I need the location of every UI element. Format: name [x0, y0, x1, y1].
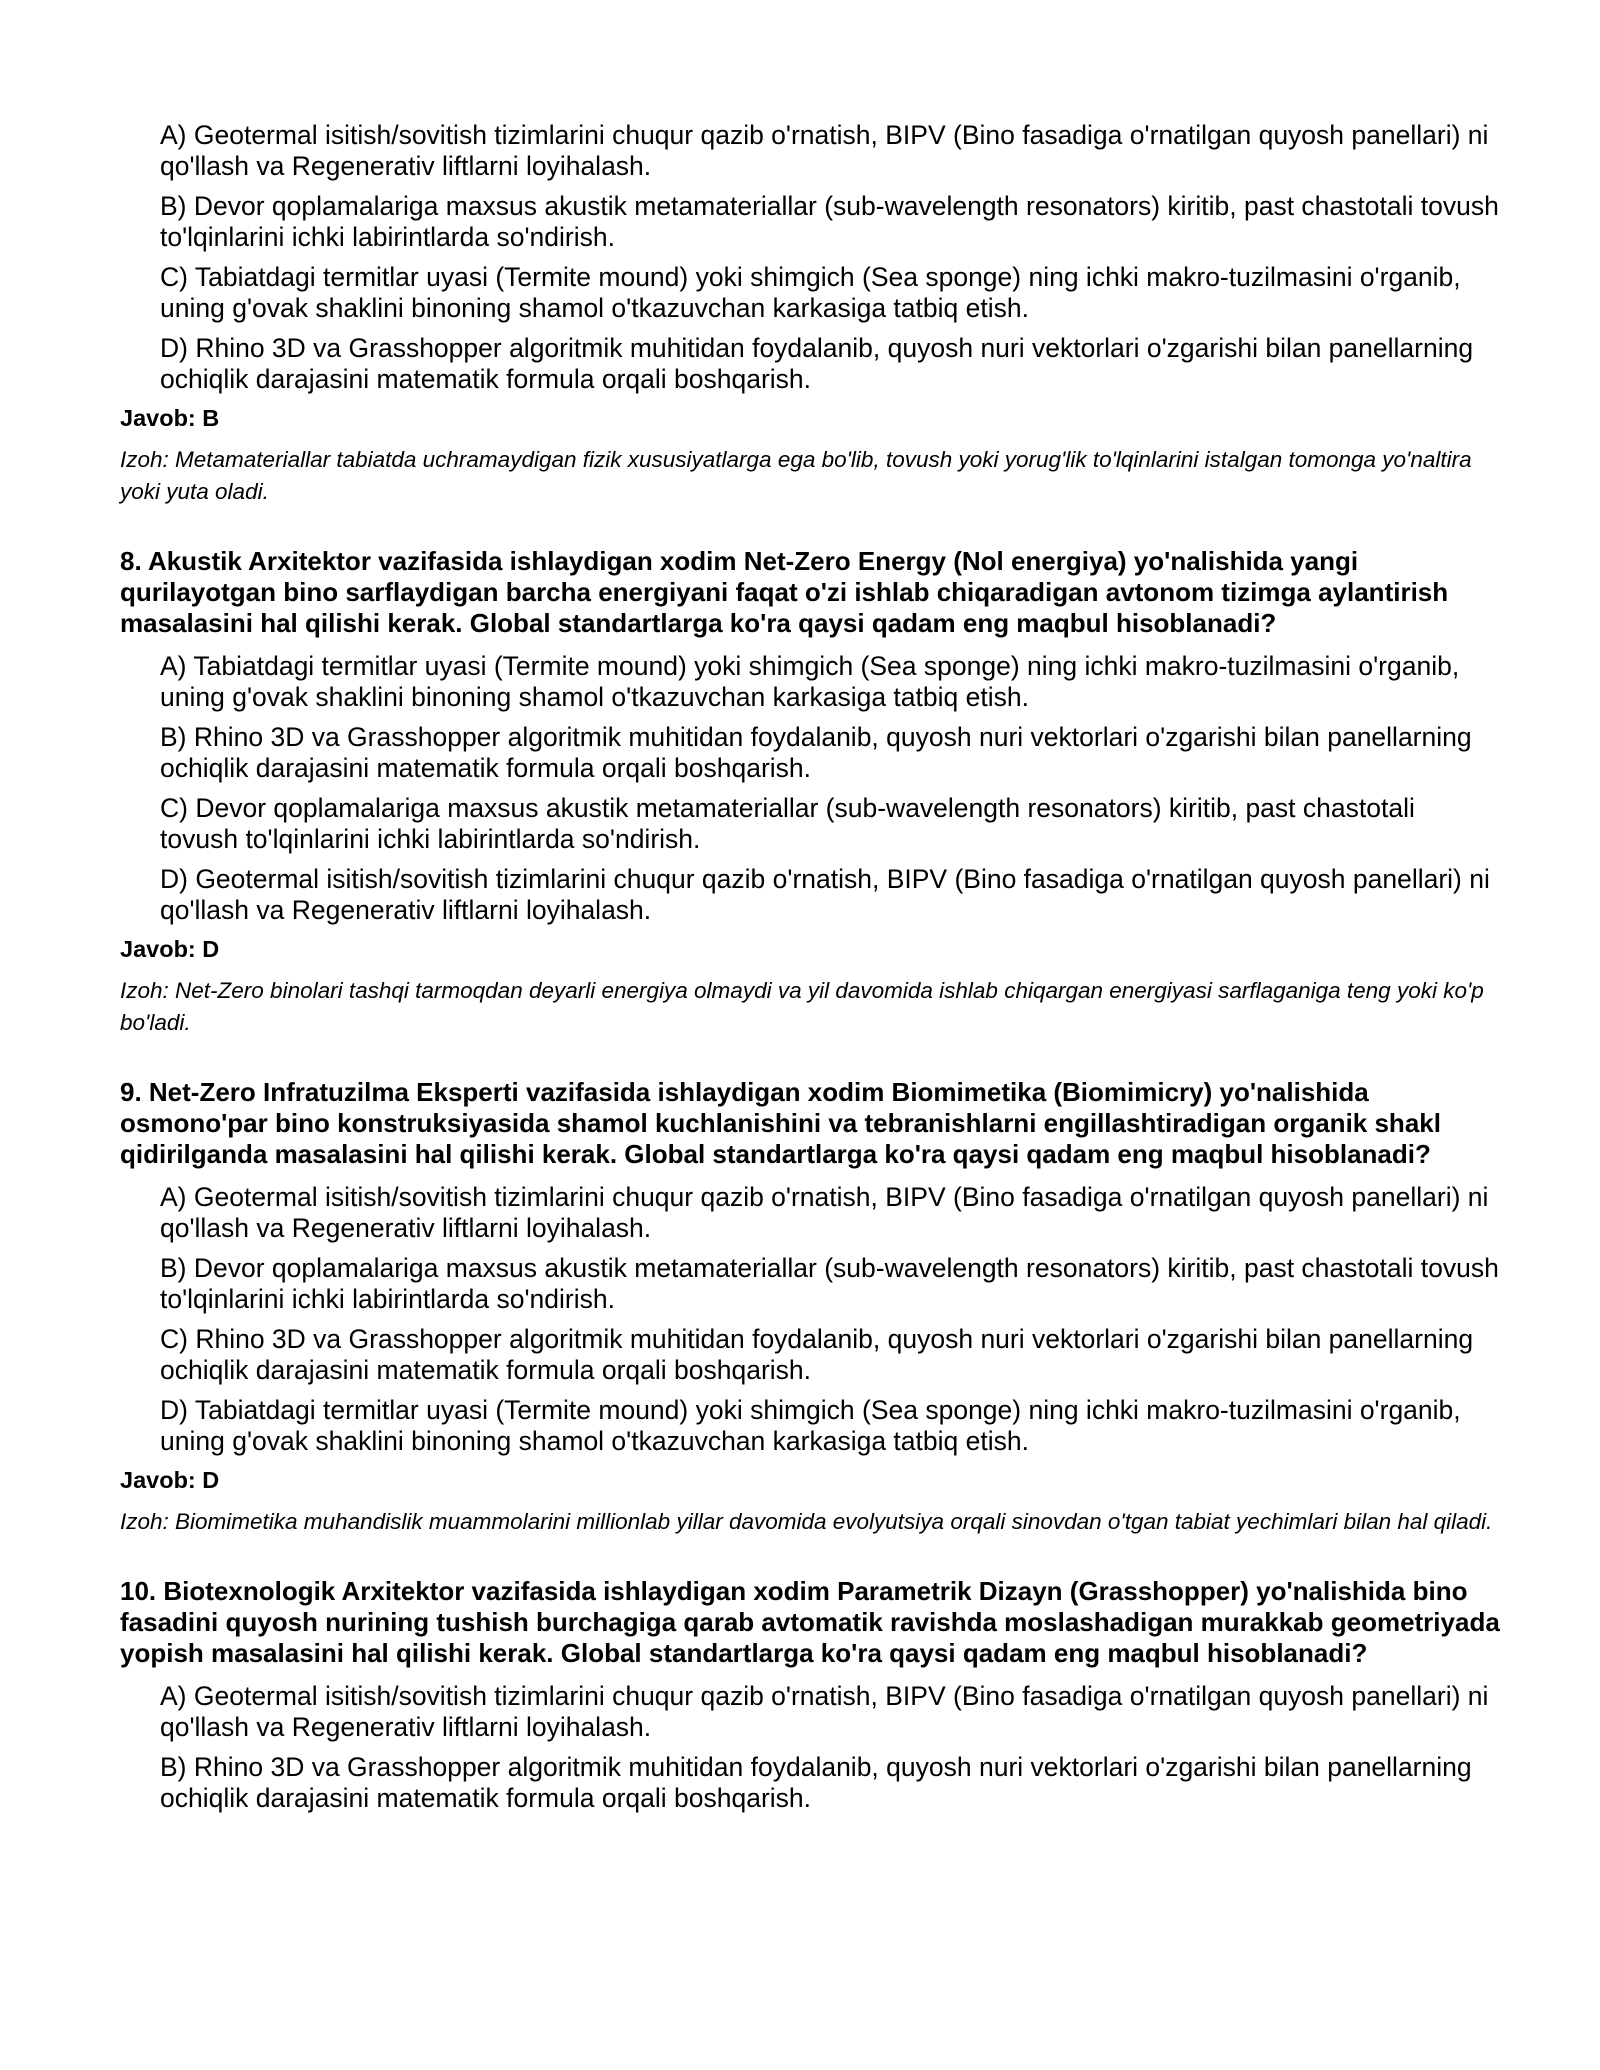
options-list: [160, 651, 1500, 926]
options-list: [160, 1681, 1500, 1814]
option-c: C) Devor qoplamalariga maxsus akustik metamateriallar (sub-wavelength resonators) kiritib, past chastotali tovush to'lqinlarini ichki labirintlarda so'ndirish.: [160, 793, 1415, 854]
question-text: 8. Akustik Arxitektor vazifasida ishlaydigan xodim Net-Zero Energy (Nol energiya) yo'nalishida yangi qurilayotgan bino sarflaydigan barcha energiyani faqat o'zi ishlab chiqaradigan avtonom tizimga aylantirish masalasini hal qilishi kerak. Global standartlarga ko'ra qaysi qadam eng maqbul hisoblanadi?: [120, 546, 1449, 638]
options-list: [160, 1182, 1500, 1457]
option-b: B) Devor qoplamalariga maxsus akustik metamateriallar (sub-wavelength resonators) kiritib, past chastotali tovush to'lqinlarini ichki labirintlarda so'ndirish.: [160, 191, 1499, 252]
option-d: D) Tabiatdagi termitlar uyasi (Termite mound) yoki shimgich (Sea sponge) ning ichki makro-tuzilmasini o'rganib, uning g'ovak shaklini binoning shamol o'tkazuvchan karkasiga tatbiq etish.: [160, 1395, 1461, 1456]
option-c: C) Rhino 3D va Grasshopper algoritmik muhitidan foydalanib, quyosh nuri vektorlari o'zgarishi bilan panellarning ochiqlik darajasini matematik formula orqali boshqarish.: [160, 1324, 1474, 1385]
option-a: A) Tabiatdagi termitlar uyasi (Termite mound) yoki shimgich (Sea sponge) ning ichki makro-tuzilmasini o'rganib, uning g'ovak shaklini binoning shamol o'tkazuvchan karkasiga tatbiq etish.: [160, 651, 1460, 712]
option-a: A) Geotermal isitish/sovitish tizimlarini chuqur qazib o'rnatish, BIPV (Bino fasadiga o'rnatilgan quyosh panellari) ni qo'llash va Regenerativ liftlarni loyihalash.: [160, 120, 1489, 181]
question-8: [120, 546, 1500, 1039]
answer: Javob: B: [120, 405, 220, 431]
question-9: [120, 1077, 1500, 1538]
question-text: 9. Net-Zero Infratuzilma Eksperti vazifasida ishlaydigan xodim Biomimetika (Biomimicry) yo'nalishida osmono'par bino konstruksiyasida shamol kuchlanishini va tebranishlarni engillashtiradigan organik shakl qidirilganda masalasini hal qilishi kerak. Global standartlarga ko'ra qaysi qadam eng maqbul hisoblanadi?: [120, 1077, 1441, 1169]
option-d: D) Rhino 3D va Grasshopper algoritmik muhitidan foydalanib, quyosh nuri vektorlari o'zgarishi bilan panellarning ochiqlik darajasini matematik formula orqali boshqarish.: [160, 333, 1474, 394]
option-a: A) Geotermal isitish/sovitish tizimlarini chuqur qazib o'rnatish, BIPV (Bino fasadiga o'rnatilgan quyosh panellari) ni qo'llash va Regenerativ liftlarni loyihalash.: [160, 1681, 1489, 1742]
answer: Javob: D: [120, 936, 220, 962]
document-page: [120, 120, 1500, 1823]
question-7-continuation: [120, 120, 1500, 508]
option-b: B) Devor qoplamalariga maxsus akustik metamateriallar (sub-wavelength resonators) kiritib, past chastotali tovush to'lqinlarini ichki labirintlarda so'ndirish.: [160, 1253, 1499, 1314]
option-a: A) Geotermal isitish/sovitish tizimlarini chuqur qazib o'rnatish, BIPV (Bino fasadiga o'rnatilgan quyosh panellari) ni qo'llash va Regenerativ liftlarni loyihalash.: [160, 1182, 1489, 1243]
answer: Javob: D: [120, 1467, 220, 1493]
explanation-note: Izoh: Metamateriallar tabiatda uchramaydigan fizik xususiyatlarga ega bo'lib, tovush yoki yorug'lik to'lqinlarini istalgan tomonga yo'naltira yoki yuta oladi.: [120, 447, 1472, 504]
option-d: D) Geotermal isitish/sovitish tizimlarini chuqur qazib o'rnatish, BIPV (Bino fasadiga o'rnatilgan quyosh panellari) ni qo'llash va Regenerativ liftlarni loyihalash.: [160, 864, 1490, 925]
explanation-note: Izoh: Biomimetika muhandislik muammolarini millionlab yillar davomida evolyutsiya orqali sinovdan o'tgan tabiat yechimlari bilan hal qiladi.: [120, 1509, 1493, 1534]
explanation-note: Izoh: Net-Zero binolari tashqi tarmoqdan deyarli energiya olmaydi va yil davomida ishlab chiqargan energiyasi sarflaganiga teng yoki ko'p bo'ladi.: [120, 978, 1484, 1035]
option-b: B) Rhino 3D va Grasshopper algoritmik muhitidan foydalanib, quyosh nuri vektorlari o'zgarishi bilan panellarning ochiqlik darajasini matematik formula orqali boshqarish.: [160, 722, 1472, 783]
option-c: C) Tabiatdagi termitlar uyasi (Termite mound) yoki shimgich (Sea sponge) ning ichki makro-tuzilmasini o'rganib, uning g'ovak shaklini binoning shamol o'tkazuvchan karkasiga tatbiq etish.: [160, 262, 1461, 323]
option-b: B) Rhino 3D va Grasshopper algoritmik muhitidan foydalanib, quyosh nuri vektorlari o'zgarishi bilan panellarning ochiqlik darajasini matematik formula orqali boshqarish.: [160, 1752, 1472, 1813]
options-list: [160, 120, 1500, 395]
question-10: [120, 1576, 1500, 1814]
question-text: 10. Biotexnologik Arxitektor vazifasida ishlaydigan xodim Parametrik Dizayn (Grasshopper) yo'nalishida bino fasadini quyosh nurining tushish burchagiga qarab avtomatik ravishda moslashadigan murakkab geometriyada yopish masalasini hal qilishi kerak. Global standartlarga ko'ra qaysi qadam eng maqbul hisoblanadi?: [120, 1576, 1500, 1668]
